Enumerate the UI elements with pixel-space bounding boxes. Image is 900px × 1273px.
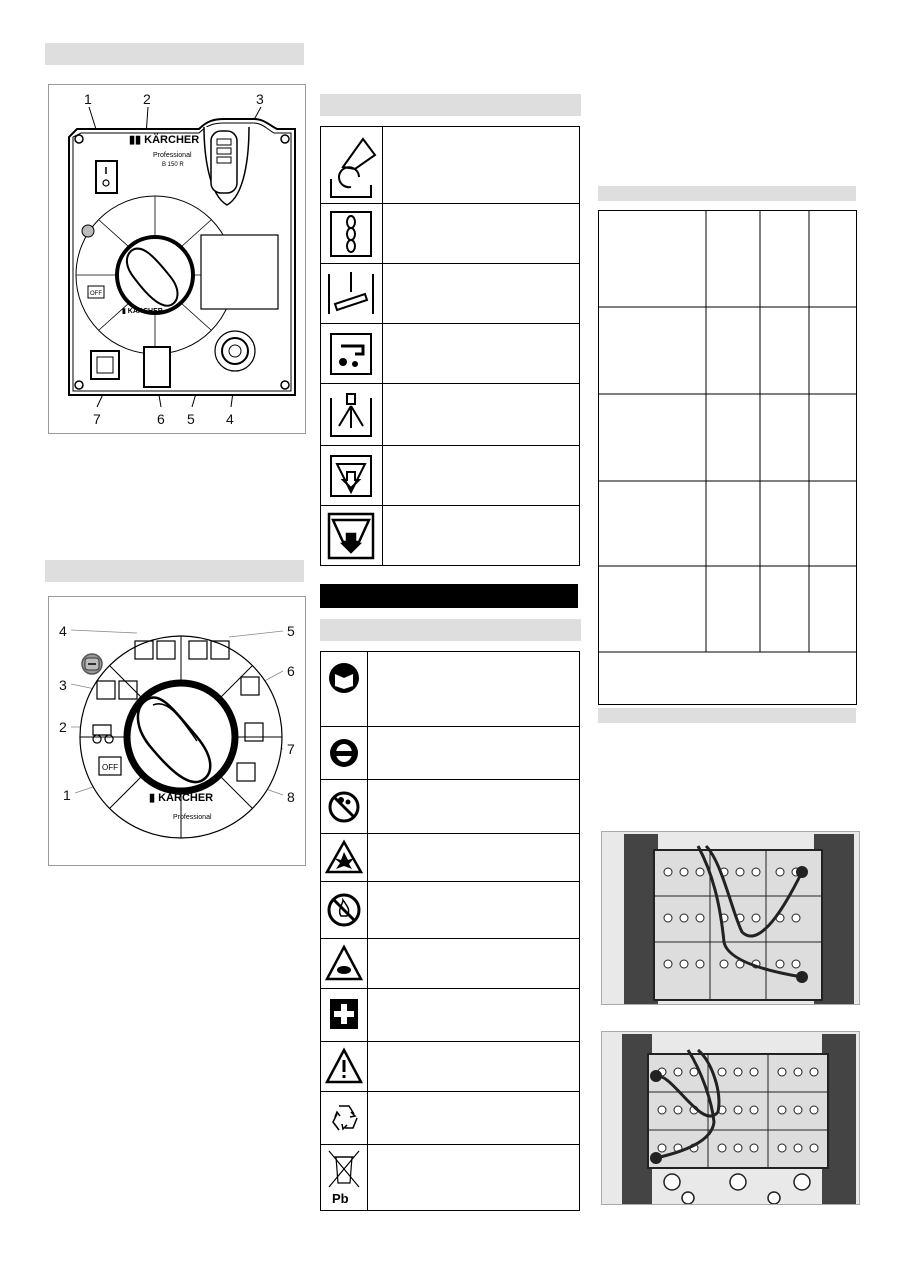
callout-7: 7 [287,741,295,757]
explosion-hazard-icon [321,834,367,882]
drain-tank-icon [321,506,382,566]
first-aid-icon [321,989,367,1042]
table-row [321,323,579,384]
control-panel-figure [48,84,306,434]
brand-logo: ▮ KÄRCHER [149,792,214,804]
battery-layout-drawing [602,832,859,1004]
battery-layout-drawing [602,1032,859,1204]
callout-4: 4 [59,623,67,639]
callout-5: 5 [187,411,195,427]
svg-text:Professional: Professional [173,814,212,821]
callout-7: 7 [93,411,101,427]
keep-children-away-icon [321,780,367,834]
table-row [321,505,579,566]
table-row [321,652,579,726]
callout-8: 8 [287,789,295,805]
selector-switch-drawing [49,597,305,865]
callout-2: 2 [59,719,67,735]
black-header-bar [320,584,578,608]
battery-photo-1 [601,831,860,1005]
callout-3: 3 [256,91,264,107]
machine-symbol-table [320,126,580,566]
lead-label: Pb [332,1191,349,1206]
section-header-bar [598,186,856,201]
callout-4: 4 [226,411,234,427]
section-header-bar [45,43,304,65]
tap-water-icon [321,324,382,384]
crossed-bin-icon [321,1145,367,1211]
section-header-bar [598,708,856,723]
svg-text:OFF: OFF [90,291,102,297]
battery-photo-2 [601,1031,860,1205]
callout-6: 6 [157,411,165,427]
svg-text:▮ KÄRCHER: ▮ KÄRCHER [122,308,163,315]
brush-pedal-icon [321,127,382,203]
table-row [321,833,579,882]
table-row [321,263,579,324]
table-row [321,1144,579,1211]
table-row [321,779,579,834]
table-row [321,1091,579,1145]
acid-burn-icon [321,939,367,989]
table-row [321,1041,579,1092]
callout-3: 3 [59,677,67,693]
table-row [321,726,579,780]
brush-lower-icon [321,264,382,324]
spray-nozzle-icon [321,384,382,446]
section-header-bar [320,619,581,641]
table-row [321,445,579,506]
table-row [321,881,579,939]
recycle-icon [321,1092,367,1145]
specification-grid [598,210,857,705]
safety-symbol-table [320,651,580,1211]
table-row [321,383,579,446]
read-manual-icon [321,652,367,726]
callout-2: 2 [143,91,151,107]
chain-icon [321,204,382,264]
table-row [321,127,579,203]
section-header-bar [45,560,304,582]
warning-icon [321,1042,367,1092]
callout-5: 5 [287,623,295,639]
callout-1: 1 [84,91,92,107]
grid-lines [599,211,856,704]
section-header-bar [320,94,581,116]
callout-1: 1 [63,787,71,803]
drain-arrow-icon [321,446,382,506]
brand-logo: ▮▮ KÄRCHER [129,134,200,146]
callout-6: 6 [287,663,295,679]
svg-text:OFF: OFF [102,763,118,772]
table-row [321,988,579,1042]
goggles-icon [321,727,367,780]
control-panel-drawing [49,85,305,433]
table-row [321,203,579,264]
svg-text:Professional: Professional [153,152,192,159]
table-row [321,938,579,989]
svg-text:B 150 R: B 150 R [162,162,184,168]
no-fire-icon [321,882,367,939]
selector-switch-figure [48,596,306,866]
